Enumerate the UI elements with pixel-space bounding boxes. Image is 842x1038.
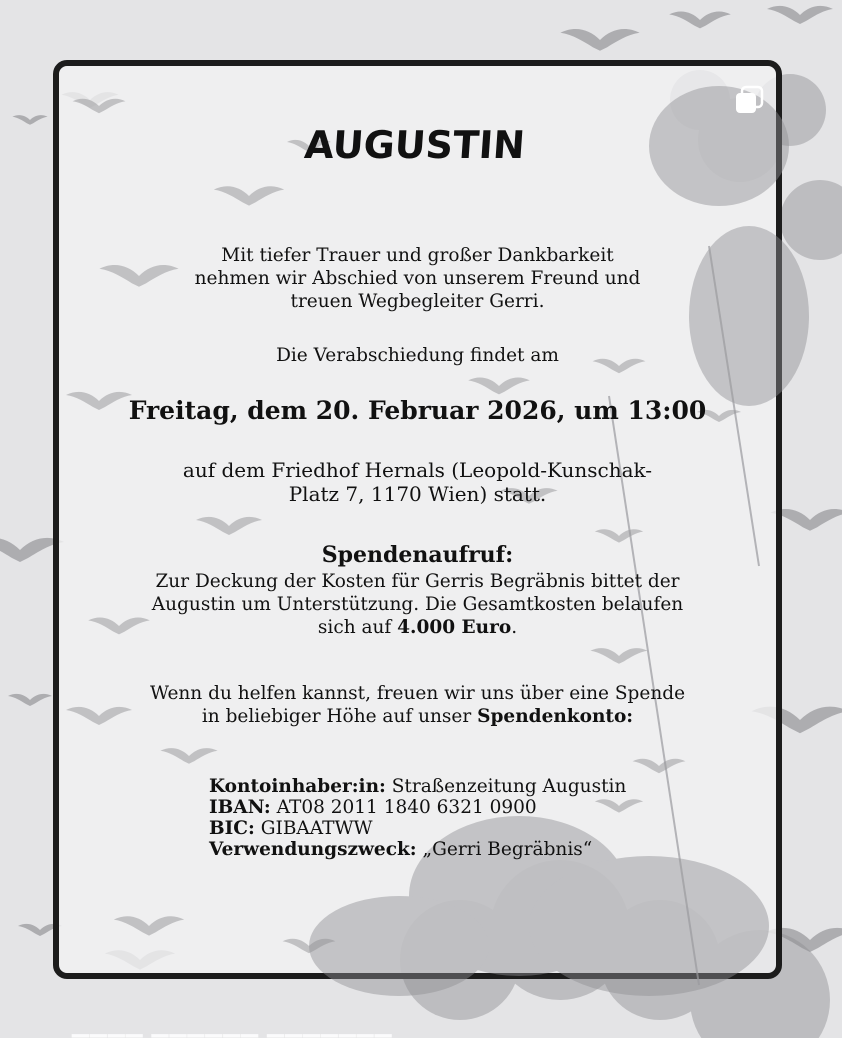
- purpose-row: Verwendungszweck: „Gerri Begräbnis“: [209, 839, 593, 860]
- ceremony-date-time: Freitag, dem 20. Februar 2026, um 13:00: [128, 396, 707, 425]
- help-paragraph: Wenn du helfen kannst, freuen wir uns über eine Spende in beliebiger Höhe auf unser Spendenkonto:: [149, 683, 686, 727]
- bic-value: GIBAATWW: [260, 818, 373, 839]
- donation-heading: Spendenaufruf:: [321, 542, 514, 568]
- svg-text:AUGUSTIN: AUGUSTIN: [303, 123, 527, 167]
- multiple-images-icon[interactable]: [733, 84, 765, 116]
- donation-amount: 4.000 Euro: [397, 617, 512, 638]
- donation-account-label: Spendenkonto:: [477, 706, 634, 727]
- cropped-caption-text: ▁▁▁▁ ▁▁▁▁▁▁ ▁▁▁▁▁▁▁: [72, 1013, 393, 1038]
- ceremony-announcement: Die Verabschiedung findet am: [276, 345, 559, 366]
- iban-row: IBAN: AT08 2011 1840 6321 0900: [209, 797, 537, 818]
- bic-row: BIC: GIBAATWW: [209, 818, 373, 839]
- account-holder-row: Kontoinhaber:in: Straßenzeitung Augustin: [209, 776, 627, 797]
- iban-value: AT08 2011 1840 6321 0900: [276, 797, 537, 818]
- ceremony-location: auf dem Friedhof Hernals (Leopold-Kunschak- Platz 7, 1170 Wien) statt.: [182, 458, 653, 506]
- augustin-logo: [303, 112, 527, 182]
- donation-paragraph: Zur Deckung der Kosten für Gerris Begräbnis bittet der Augustin um Unterstützung. Die Gesamtkosten belaufen sich auf 4.000 Euro.: [151, 571, 684, 638]
- announcement-card: [53, 60, 782, 979]
- intro-paragraph: Mit tiefer Trauer und großer Dankbarkeit nehmen wir Abschied von unserem Freund und treuen Wegbegleiter Gerri.: [194, 245, 641, 312]
- bank-details: [209, 776, 626, 860]
